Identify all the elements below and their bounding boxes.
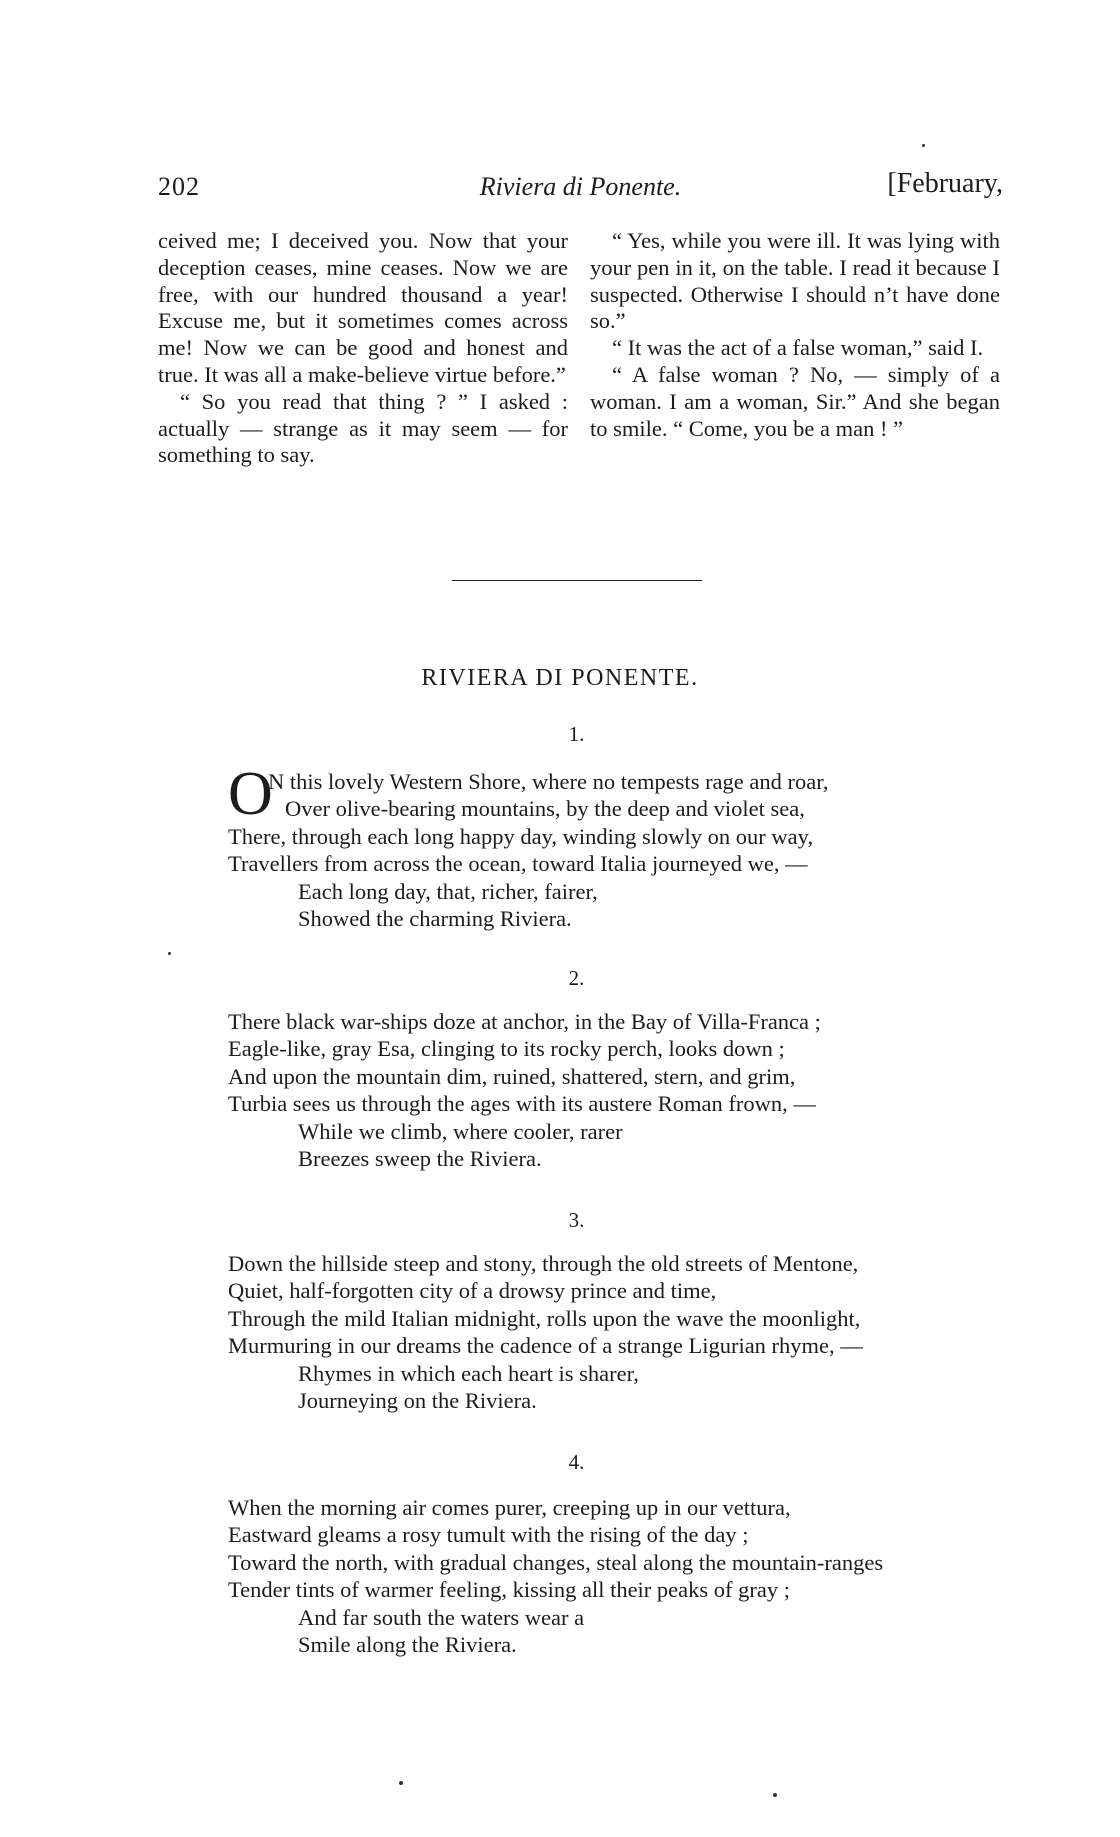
drop-cap: O <box>228 760 273 828</box>
poem-line: Breezes sweep the Riviera. <box>298 1146 542 1172</box>
poem-title: RIVIERA DI PONENTE. <box>421 665 699 691</box>
page-number: 202 <box>158 172 200 201</box>
poem-line: Murmuring in our dreams the cadence of a strange Ligurian rhyme, — <box>228 1333 863 1359</box>
stanza-number: 2. <box>568 966 585 990</box>
poem-line: Through the mild Italian midnight, rolls upon the wave the moonlight, <box>228 1305 861 1331</box>
poem-line: Turbia sees us through the ages with its austere Roman frown, — <box>228 1091 816 1117</box>
stanza-1 <box>228 760 1028 932</box>
poem-line: N this lovely Western Shore, where no tempests rage and roar, <box>268 769 829 794</box>
stanza-number: 4. <box>568 1450 585 1474</box>
page-header <box>158 168 1003 208</box>
poem-line: Over olive-bearing mountains, by the deep and violet sea, <box>285 796 805 822</box>
running-title: Riviera di Ponente. <box>479 172 682 201</box>
prose-paragraph: “ So you read that thing ? ” I asked : actually — strange as it may seem — for something to say. <box>158 388 568 468</box>
stanza-number: 3. <box>568 1208 585 1232</box>
stanza-2 <box>228 1008 1028 1172</box>
poem-line: Eagle-like, gray Esa, clinging to its rocky perch, looks down ; <box>228 1036 785 1062</box>
print-speck <box>922 144 925 147</box>
poem-line: Smile along the Riviera. <box>298 1632 517 1658</box>
right-prose-column <box>590 228 1000 442</box>
print-speck <box>773 1793 777 1797</box>
prose-paragraph: ceived me; I deceived you. Now that your deception ceases, mine ceases. Now we are free, with our hundred thousand a year! Excuse me, but it sometimes comes across me! Now we can be good and honest and true. It was all a make-believe virtue before.” <box>158 228 568 387</box>
prose-paragraph: “ It was the act of a false woman,” said I. <box>612 335 984 361</box>
poem-line: Tender tints of warmer feeling, kissing all their peaks of gray ; <box>228 1577 791 1603</box>
stanza-4 <box>228 1494 1028 1658</box>
section-divider <box>452 580 702 581</box>
print-speck <box>168 952 171 955</box>
left-prose-column <box>158 228 568 469</box>
poem-line: Travellers from across the ocean, toward Italia journeyed we, — <box>228 851 808 877</box>
poem-line: There, through each long happy day, winding slowly on our way, <box>228 823 814 849</box>
poem-line: And far south the waters wear a <box>298 1604 585 1630</box>
poem-line: There black war-ships doze at anchor, in the Bay of Villa-Franca ; <box>228 1009 821 1034</box>
poem-line: Eastward gleams a rosy tumult with the rising of the day ; <box>228 1522 749 1548</box>
prose-paragraph: “ Yes, while you were ill. It was lying with your pen in it, on the table. I read it because I suspected. Otherwise I should n’t have done so.” <box>590 228 1000 334</box>
print-speck <box>399 1781 403 1785</box>
poem-line: While we climb, where cooler, rarer <box>298 1118 623 1144</box>
poem-line: And upon the mountain dim, ruined, shattered, stern, and grim, <box>228 1063 796 1089</box>
poem-line: Journeying on the Riviera. <box>298 1388 537 1414</box>
stanza-number: 1. <box>568 722 585 746</box>
month-label: [February, <box>887 168 1003 199</box>
poem-line: When the morning air comes purer, creeping up in our vettura, <box>228 1495 791 1520</box>
poem-line: Rhymes in which each heart is sharer, <box>298 1360 639 1386</box>
stanza-3 <box>228 1250 1028 1414</box>
poem-line: Quiet, half-forgotten city of a drowsy prince and time, <box>228 1278 717 1304</box>
poem-line: Down the hillside steep and stony, through the old streets of Mentone, <box>228 1251 859 1276</box>
poem-line: Showed the charming Riviera. <box>298 906 572 932</box>
prose-paragraph: “ A false woman ? No, — simply of a woman. I am a woman, Sir.” And she began to smile. “ Come, you be a man ! ” <box>590 361 1000 441</box>
poem-line: Toward the north, with gradual changes, steal along the mountain-ranges <box>228 1549 884 1575</box>
poem-line: Each long day, that, richer, fairer, <box>298 878 598 904</box>
